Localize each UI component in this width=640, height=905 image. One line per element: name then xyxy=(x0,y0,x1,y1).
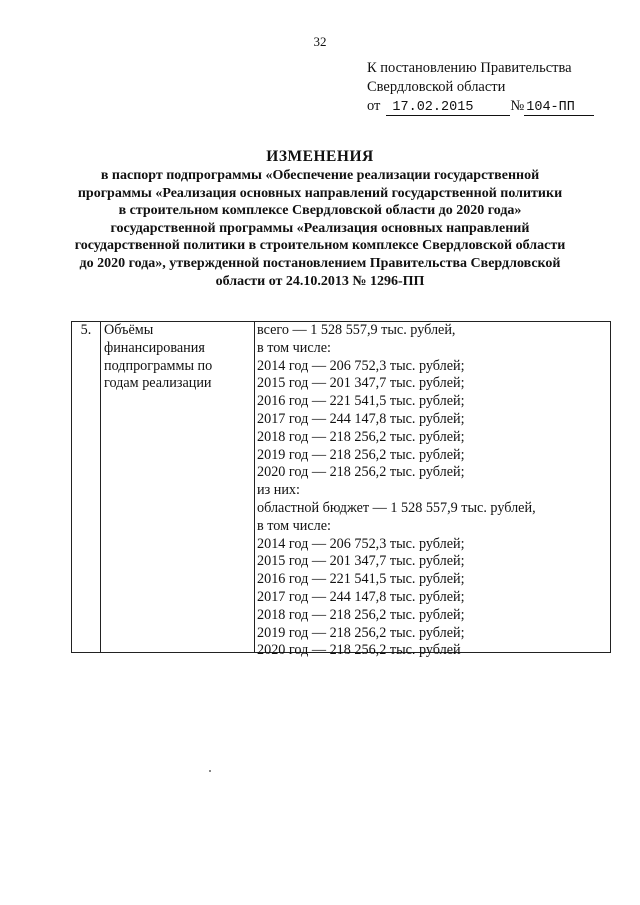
value-line: 2017 год — 244 147,8 тыс. рублей; xyxy=(257,588,465,605)
value-line: 2015 год — 201 347,7 тыс. рублей; xyxy=(257,553,465,570)
approval-date-row xyxy=(367,97,594,116)
subtitle-line: государственной политики в строительном комплексе Свердловской области xyxy=(74,238,566,254)
subtitle-line: в паспорт подпрограммы «Обеспечение реализации государственной xyxy=(100,168,540,183)
subtitle-line: в строительном комплексе Свердловской области до 2020 года» xyxy=(118,203,522,219)
approval-number: 104-ПП xyxy=(524,100,594,116)
value-line: всего — 1 528 557,9 тыс. рублей, xyxy=(257,322,456,338)
approval-date: 17.02.2015 xyxy=(386,100,510,116)
name-line: годам реализации xyxy=(104,375,212,392)
approval-from-label: от xyxy=(367,98,381,114)
value-line: областной бюджет — 1 528 557,9 тыс. рублей, xyxy=(257,499,536,516)
value-line: в том числе: xyxy=(257,339,331,356)
row-value-cell xyxy=(255,322,610,659)
approval-line-2: Свердловской области xyxy=(367,79,506,95)
value-line: 2014 год — 206 752,3 тыс. рублей; xyxy=(257,357,465,374)
financing-table xyxy=(71,321,611,659)
document-heading xyxy=(60,147,580,290)
value-line: 2020 год — 218 256,2 тыс. рублей xyxy=(257,642,461,659)
scan-speck xyxy=(209,770,211,772)
document-subtitle xyxy=(60,167,580,290)
value-line: 2019 год — 218 256,2 тыс. рублей; xyxy=(257,446,465,463)
value-line: 2014 год — 206 752,3 тыс. рублей; xyxy=(257,535,465,552)
page-number: 32 xyxy=(313,34,327,49)
value-line: 2015 год — 201 347,7 тыс. рублей; xyxy=(257,375,465,392)
approval-block xyxy=(367,59,594,116)
document-title: ИЗМЕНЕНИЯ xyxy=(266,148,374,165)
value-line: 2018 год — 218 256,2 тыс. рублей; xyxy=(257,428,465,445)
value-line: 2020 год — 218 256,2 тыс. рублей; xyxy=(257,464,465,481)
approval-line-1: К постановлению Правительства xyxy=(367,60,572,76)
subtitle-line: области от 24.10.2013 № 1296-ПП xyxy=(215,273,425,289)
subtitle-line: программы «Реализация основных направлений государственной политики xyxy=(77,185,563,201)
name-line: Объёмы xyxy=(104,322,154,338)
row-name-cell xyxy=(101,322,255,652)
value-line: 2017 год — 244 147,8 тыс. рублей; xyxy=(257,410,465,427)
subtitle-line: государственной программы «Реализация основных направлений xyxy=(110,220,530,236)
subtitle-line: до 2020 года», утвержденной постановлением Правительства Свердловской xyxy=(79,255,561,271)
row-number-cell xyxy=(72,322,101,652)
value-line: 2016 год — 221 541,5 тыс. рублей; xyxy=(257,571,465,588)
value-line: в том числе: xyxy=(257,517,331,534)
name-line: финансирования xyxy=(104,339,205,356)
row-number: 5. xyxy=(80,322,92,338)
value-line: 2018 год — 218 256,2 тыс. рублей; xyxy=(257,606,465,623)
value-line: из них: xyxy=(257,482,300,499)
value-line: 2019 год — 218 256,2 тыс. рублей; xyxy=(257,624,465,641)
name-line: подпрограммы по xyxy=(104,357,213,374)
value-line: 2016 год — 221 541,5 тыс. рублей; xyxy=(257,393,465,410)
approval-number-label: № xyxy=(510,98,525,114)
